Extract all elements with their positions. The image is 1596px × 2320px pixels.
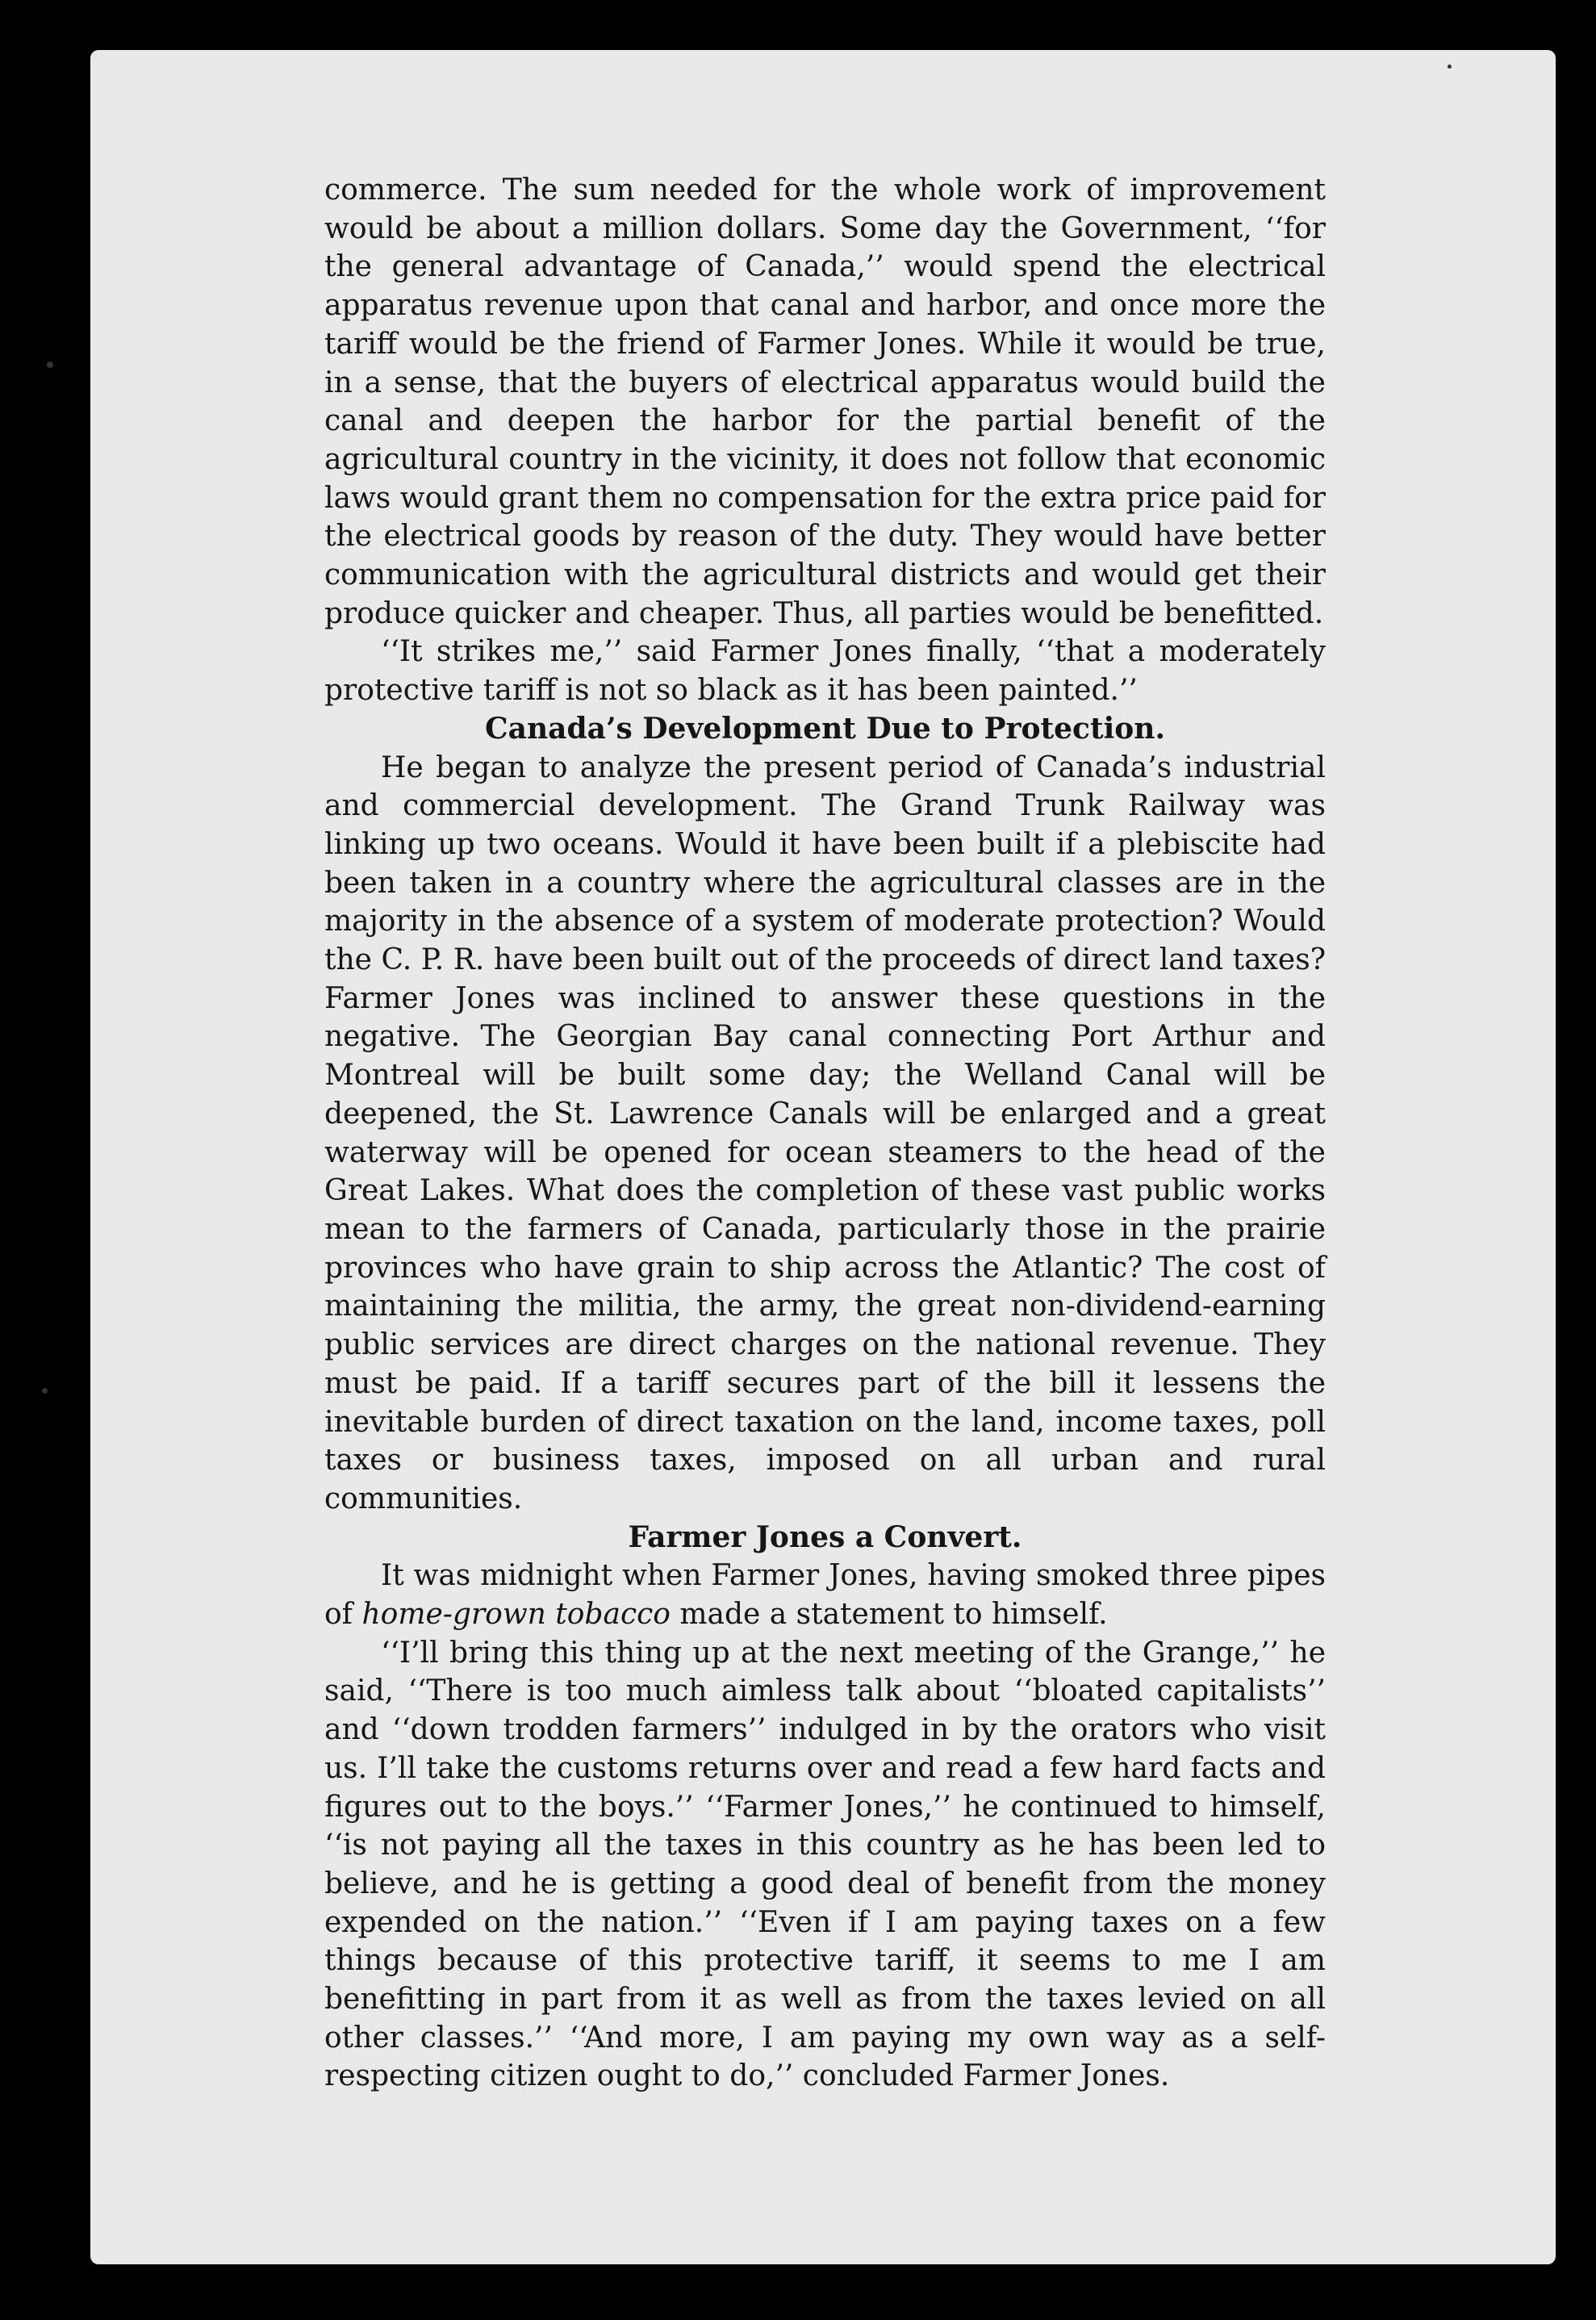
paragraph-tariff-remark: ‘‘It strikes me,’’ said Farmer Jones finally, ‘‘that a moderately protective tariff is not so black as it has been painted.’’ (324, 635, 1326, 708)
section-heading-development: Canada’s Development Due to Protection. (485, 711, 1165, 746)
document-page (90, 50, 1556, 2264)
italic-phrase: home-grown tobacco (361, 1598, 671, 1632)
body-text (324, 171, 1326, 2096)
section-heading-convert: Farmer Jones a Convert. (628, 1519, 1022, 1554)
scan-speck (1448, 65, 1452, 69)
paragraph-midnight-end: made a statement to himself. (670, 1598, 1108, 1632)
paragraph-midnight (324, 1557, 1326, 1633)
paragraph-improvement-cost: commerce. The sum needed for the whole work of improvement would be about a million dollars. Some day the Government, ‘‘for the general advantage of Canada,’’ would spend the electrical apparatus revenue upon that canal and harbor, and once more the tariff would be the friend of Farmer Jones. While it would be true, in a sense, that the buyers of electrical apparatus would build the canal and deepen the harbor for the partial benefit of the agricultural country in the vicinity, it does not follow that economic laws would grant them no compensation for the extra price paid for the electrical goods by reason of the duty. They would have better communication with the agricultural districts and would get their produce quicker and cheaper. Thus, all parties would be benefitted. (324, 173, 1326, 630)
paragraph-grange: ‘‘I’ll bring this thing up at the next meeting of the Grange,’’ he said, ‘‘There is too much aimless talk about ‘‘bloated capitalists’’ and ‘‘down trodden farmers’’ indulged in by the orators who visit us. I’ll take the customs returns over and read a few hard facts and figures out to the boys.’’ ‘‘Farmer Jones,’’ he continued to himself, ‘‘is not paying all the taxes in this country as he has been led to believe, and he is getting a good deal of benefit from the money expended on the nation.’’ ‘‘Even if I am paying taxes on a few things because of this protective tariff, it seems to me I am benefitting in part from it as well as from the taxes levied on all other classes.’’ ‘‘And more, I am paying my own way as a self-respecting citizen ought to do,’’ concluded Farmer Jones. (324, 1636, 1326, 2093)
paragraph-midnight-start: It was midnight when Farmer Jones, having smoked three pipes of (324, 1559, 1326, 1632)
paragraph-development: He began to analyze the present period of Canada’s industrial and commercial development. The Grand Trunk Railway was linking up two oceans. Would it have been built if a plebiscite had been taken in a country where the agricultural classes are in the majority in the absence of a system of moderate protection? Would the C. P. R. have been built out of the proceeds of direct land taxes? Farmer Jones was inclined to answer these questions in the negative. The Georgian Bay canal connecting Port Arthur and Montreal will be built some day; the Welland Canal will be deepened, the St. Lawrence Canals will be enlarged and a great waterway will be opened for ocean steamers to the head of the Great Lakes. What does the completion of these vast public works mean to the farmers of Canada, particularly those in the prairie provinces who have grain to ship across the Atlantic? The cost of maintaining the militia, the army, the great non-dividend-earning public services are direct charges on the national revenue. They must be paid. If a tariff secures part of the bill it lessens the inevitable burden of direct taxation on the land, income taxes, poll taxes or business taxes, imposed on all urban and rural communities. (324, 750, 1326, 1515)
scan-speck (42, 1388, 48, 1394)
scan-speck (47, 362, 53, 368)
